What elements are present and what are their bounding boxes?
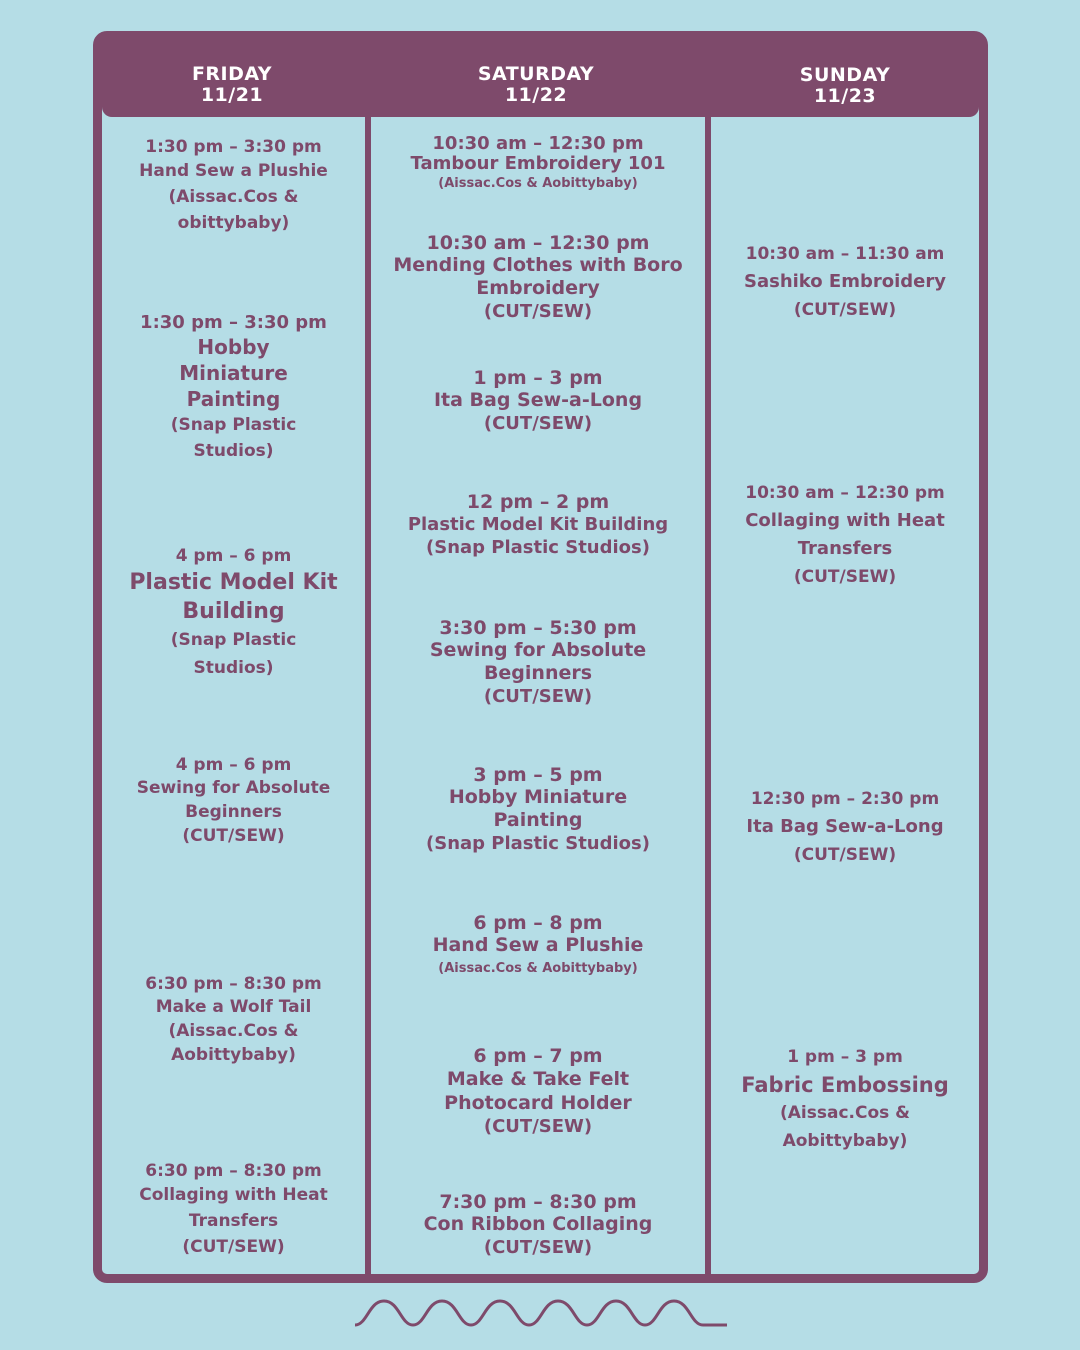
event-time: 6:30 pm – 8:30 pm [145,1161,322,1181]
event-time: 3:30 pm – 5:30 pm [439,617,637,639]
event-host: (CUT/SEW) [182,1237,285,1257]
event-host: (CUT/SEW) [793,567,897,587]
event-time: 1:30 pm – 3:30 pm [145,137,322,157]
event-name: Sewing for Absolute Beginners [136,778,331,822]
event-host: (Snap Plastic Studios) [170,415,297,461]
event-host: (CUT/SEW) [483,413,593,434]
event-name: Sewing for Absolute Beginners [429,639,647,684]
event-name: Ita Bag Sew-a-Long [746,816,944,837]
event-card [371,491,705,559]
event-card [102,754,365,848]
event-card [711,479,979,591]
event-host: (CUT/SEW) [483,686,593,707]
event-time: 4 pm – 6 pm [175,755,292,775]
event-host: (CUT/SEW) [483,1116,593,1137]
event-time: 7:30 pm – 8:30 pm [439,1191,637,1213]
event-host: (Snap Plastic Studios) [170,630,297,678]
event-card [371,617,705,708]
event-name: Plastic Model Kit Building [129,570,338,624]
event-host: (CUT/SEW) [793,300,897,320]
event-name: Con Ribbon Collaging [423,1213,653,1235]
event-name: Mending Clothes with Boro Embroidery [393,254,683,299]
event-host: (Aissac.Cos & Aobittybaby) [779,1103,910,1151]
event-card [371,1191,705,1259]
event-card [371,912,705,980]
day-label: SATURDAY [477,63,595,85]
event-host: (Aissac.Cos & obittybaby) [168,187,299,233]
event-name: Make & Take Felt Photocard Holder [444,1068,632,1114]
schedule-frame [93,31,988,1283]
event-card [102,544,365,682]
event-name: Collaging with Heat Transfers [139,1185,328,1231]
friday-column [102,40,365,1274]
event-time: 4 pm – 6 pm [175,546,292,566]
event-name: Hobby Miniature Painting [448,786,628,831]
event-name: Plastic Model Kit Building [407,514,669,535]
event-name: Tambour Embroidery 101 [410,153,666,174]
event-card [711,1043,979,1155]
event-name: Make a Wolf Tail [155,997,312,1017]
event-name: Ita Bag Sew-a-Long [433,389,643,411]
event-host: (Aissac.Cos & Aobittybaby) [438,961,638,976]
event-card [371,1045,705,1138]
event-card [371,134,705,194]
event-time: 10:30 am – 12:30 pm [426,232,650,254]
event-time: 1 pm – 3 pm [787,1047,903,1067]
event-name: Hand Sew a Plushie [139,161,328,181]
event-card [102,973,365,1067]
event-time: 10:30 am – 11:30 am [745,244,945,264]
event-host: (CUT/SEW) [793,845,897,865]
day-date: 11/22 [504,84,568,106]
event-card [102,136,365,236]
event-card [371,764,705,855]
day-date: 11/23 [813,85,877,107]
event-name: Sashiko Embroidery [744,271,946,292]
event-time: 10:30 am – 12:30 pm [432,133,644,154]
event-name: Fabric Embossing [741,1073,949,1097]
event-time: 10:30 am – 12:30 pm [745,483,945,503]
event-name: Collaging with Heat Transfers [745,510,945,559]
event-time: 12 pm – 2 pm [466,491,610,513]
day-date: 11/21 [200,84,264,106]
event-card [102,311,365,464]
event-host: (Aissac.Cos & Aobittybaby) [438,176,638,191]
event-card [711,785,979,869]
event-card [371,232,705,323]
event-name: Hobby Miniature Painting [179,335,288,411]
event-host: (Snap Plastic Studios) [426,537,650,558]
event-time: 3 pm – 5 pm [473,764,603,786]
event-time: 12:30 pm – 2:30 pm [750,789,940,809]
event-time: 6 pm – 8 pm [473,912,603,934]
wave-decoration [355,1297,727,1331]
event-card [711,240,979,324]
event-time: 1 pm – 3 pm [473,367,603,389]
event-host: (Snap Plastic Studios) [426,833,650,854]
event-host: (CUT/SEW) [483,1237,593,1258]
event-time: 1:30 pm – 3:30 pm [140,312,327,333]
event-time: 6 pm – 7 pm [473,1045,603,1067]
event-time: 6:30 pm – 8:30 pm [145,974,322,994]
event-card [102,1160,365,1260]
event-host: (CUT/SEW) [182,826,285,846]
event-host: (CUT/SEW) [483,301,593,322]
saturday-column [371,40,705,1274]
day-label: FRIDAY [191,63,273,85]
event-host: (Aissac.Cos & Aobittybaby) [168,1021,299,1065]
event-name: Hand Sew a Plushie [432,934,644,956]
event-card [371,367,705,435]
day-label: SUNDAY [799,64,891,86]
sunday-column [711,40,979,1274]
